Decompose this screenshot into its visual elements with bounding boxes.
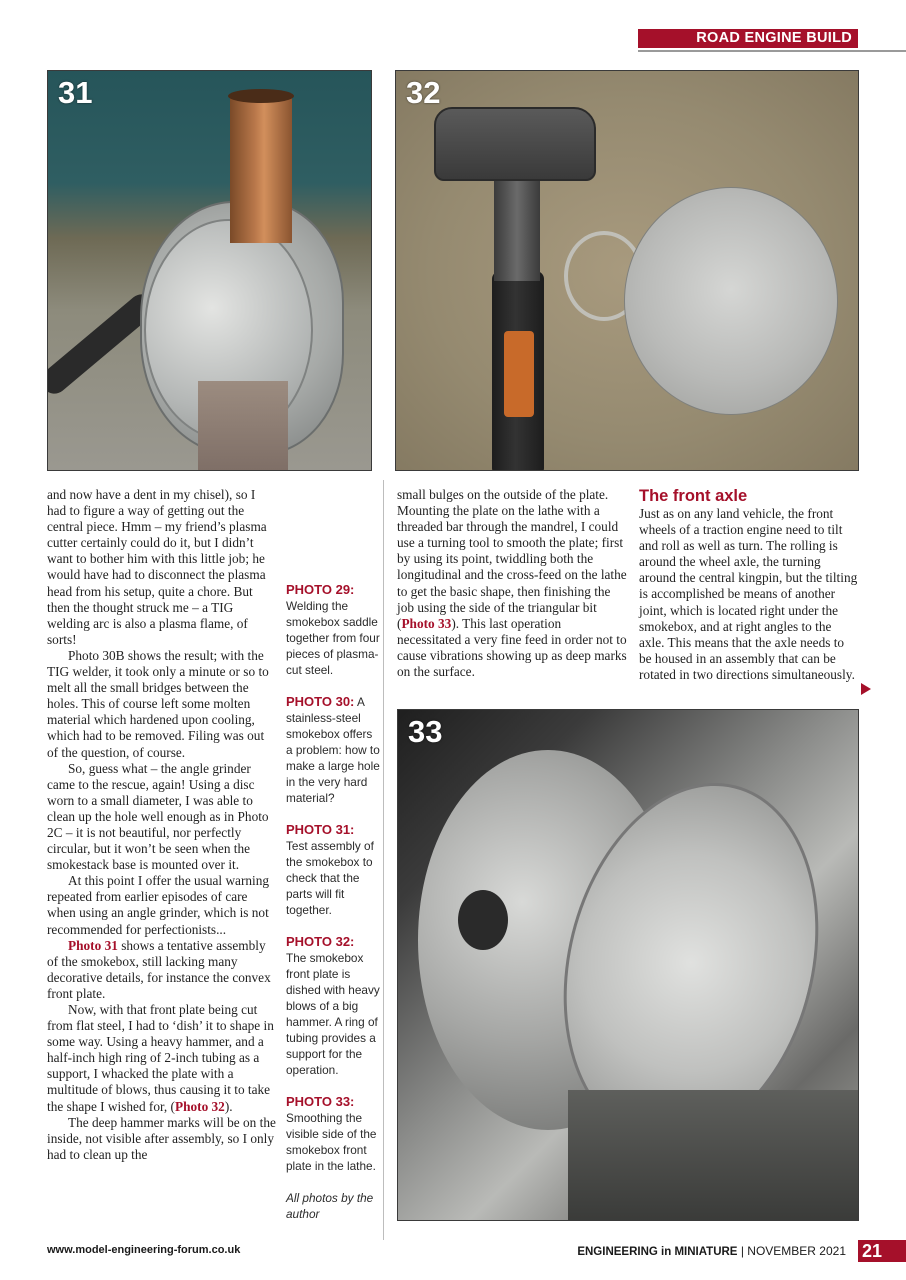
caption-text: Test assembly of the smokebox to check that the parts will fit together. <box>286 839 374 917</box>
photo-number: 31 <box>58 75 93 110</box>
paragraph-text: shows a tentative assembly of the smokebox, still lacking many decorative details, for instance the convex front plate. <box>47 937 271 1001</box>
photo-31 <box>47 70 372 471</box>
paragraph <box>47 487 277 648</box>
chuck-hole-shape <box>458 890 508 950</box>
photo-number: 32 <box>406 75 441 110</box>
footer-magazine-info <box>577 1244 846 1258</box>
paragraph <box>397 487 627 680</box>
caption-label: PHOTO 32: <box>286 934 355 949</box>
dished-plate-shape <box>624 187 838 415</box>
hammer-head-shape <box>434 107 596 181</box>
paragraph <box>47 873 277 937</box>
hammer-neck-shape <box>494 171 540 281</box>
caption-photo-32 <box>286 934 381 1078</box>
chimney-opening-shape <box>228 89 294 103</box>
article-column-1 <box>47 487 277 1163</box>
caption-photo-31 <box>286 822 381 918</box>
paragraph-text: At this point I offer the usual warning repeated from earlier episodes of care when using an angle grinder, which is not recommended for perfectionists... <box>47 873 270 937</box>
photo-credit: All photos by the author <box>286 1191 374 1221</box>
column-divider <box>383 480 384 1240</box>
footer-website-link[interactable]: www.model-engineering-forum.co.uk <box>47 1244 241 1256</box>
separator: | <box>737 1244 748 1258</box>
caption-text: Welding the smokebox saddle together from four pieces of plasma-cut steel. <box>286 599 380 677</box>
photo-reference-33: Photo 33 <box>401 615 452 631</box>
magazine-name: ENGINEERING in MINIATURE <box>577 1246 738 1258</box>
photo-reference: Photo 31 <box>68 937 118 953</box>
caption-text: The smokebox front plate is dished with heavy blows of a big hammer. A ring of tubing provides a support for the operation. <box>286 951 380 1077</box>
caption-text: A stainless-steel smokebox offers a problem: how to make a large hole in the very hard material? <box>286 695 380 805</box>
photo-number: 33 <box>408 714 443 749</box>
paragraph-text: The deep hammer marks will be on the inside, not visible after assembly, so I only had to clean up the <box>47 1114 276 1162</box>
paragraph-text: Photo 30B shows the result; with the TIG welder, it took only a minute or so to melt all the small bridges between the holes. This of course left some molten material which hardened upon cooling, which had to be removed. Filing was out of the question, of course. <box>47 647 269 760</box>
chimney-stack-shape <box>230 93 292 243</box>
saddle-base-shape <box>198 381 288 471</box>
photo-captions <box>286 582 381 1222</box>
photo-33 <box>397 709 859 1221</box>
caption-label: PHOTO 31: <box>286 822 355 837</box>
photo-32 <box>395 70 859 471</box>
photo-reference: Photo 32 <box>174 1098 225 1114</box>
header-divider <box>638 50 906 52</box>
caption-label: PHOTO 29: <box>286 582 355 597</box>
continue-arrow-icon <box>861 683 871 695</box>
caption-photo-30 <box>286 694 381 806</box>
paragraph <box>47 761 277 874</box>
paragraph <box>47 648 277 761</box>
paragraph-text: So, guess what – the angle grinder came to the rescue, again! Using a disc worn to a small diameter, I was able to clean up the hole well enough as in Photo 2C – it is not beautiful, nor perfectly circular, but it won’t be seen when the smokestack base is mounted over it. <box>47 760 269 873</box>
paragraph-text: and now have a dent in my chisel), so I had to figure a way of getting out the central piece. Hmm – my friend’s plasma cutter certainly could do it, but I didn’t want to bother him with this little job; he would have had to disconnect the plasma head from his setup, quite a chore. But then the thought struck me – a TIG welding arc is also a plasma flame, of sorts! <box>47 487 267 647</box>
toolpost-shape <box>568 1090 858 1221</box>
article-column-4 <box>639 487 859 683</box>
caption-label: PHOTO 33: <box>286 1094 355 1109</box>
paragraph <box>47 1115 277 1163</box>
paragraph: Just as on any land vehicle, the front wheels of a traction engine need to tilt and roll as well as turn. The rolling is around the wheel axle, the turning around the central kingpin, but the tilting is accomplished be means of another joint, which is located right under the smokebox, and at right angles to the axle. This means that the axle needs to be housed in an assembly that can be rotated in two directions simultaneously. <box>639 506 858 682</box>
paragraph-text: Now, with that front plate being cut from flat steel, I had to ‘dish’ it to shape in some way. Using a heavy hammer, and a half-inch high ring of 2-inch tubing as a support, I whacked the plate with a multitude of blows, thus causing it to take the shape I wished for, ( <box>47 1002 274 1114</box>
section-heading: The front axle <box>639 487 748 505</box>
section-header-banner: ROAD ENGINE BUILD <box>638 29 858 48</box>
paragraph-text: ). <box>224 1098 233 1114</box>
paragraph <box>47 938 277 1002</box>
paragraph-text: small bulges on the outside of the plate. Mounting the plate on the lathe with a threaded bar through the mandrel, I could use a turning tool to smooth the plate; first by using its point, twiddling both the longitudinal and the cross-feed on the lathe to get the basic shape, then finishing the job using the side of the triangular bit ( <box>397 487 627 631</box>
caption-photo-29 <box>286 582 381 678</box>
caption-photo-33 <box>286 1094 381 1174</box>
caption-label: PHOTO 30: <box>286 694 355 709</box>
issue-date: NOVEMBER 2021 <box>747 1244 846 1258</box>
hammer-grip-shape <box>504 331 534 417</box>
article-column-3 <box>397 487 627 680</box>
paragraph-text: ). This last operation necessitated a very fine feed in order not to cause vibrations showing up as deep marks on the surface. <box>397 615 627 680</box>
page-number: 21 <box>858 1240 906 1262</box>
caption-text: Smoothing the visible side of the smokebox front plate in the lathe. <box>286 1111 377 1173</box>
paragraph <box>47 1002 277 1115</box>
